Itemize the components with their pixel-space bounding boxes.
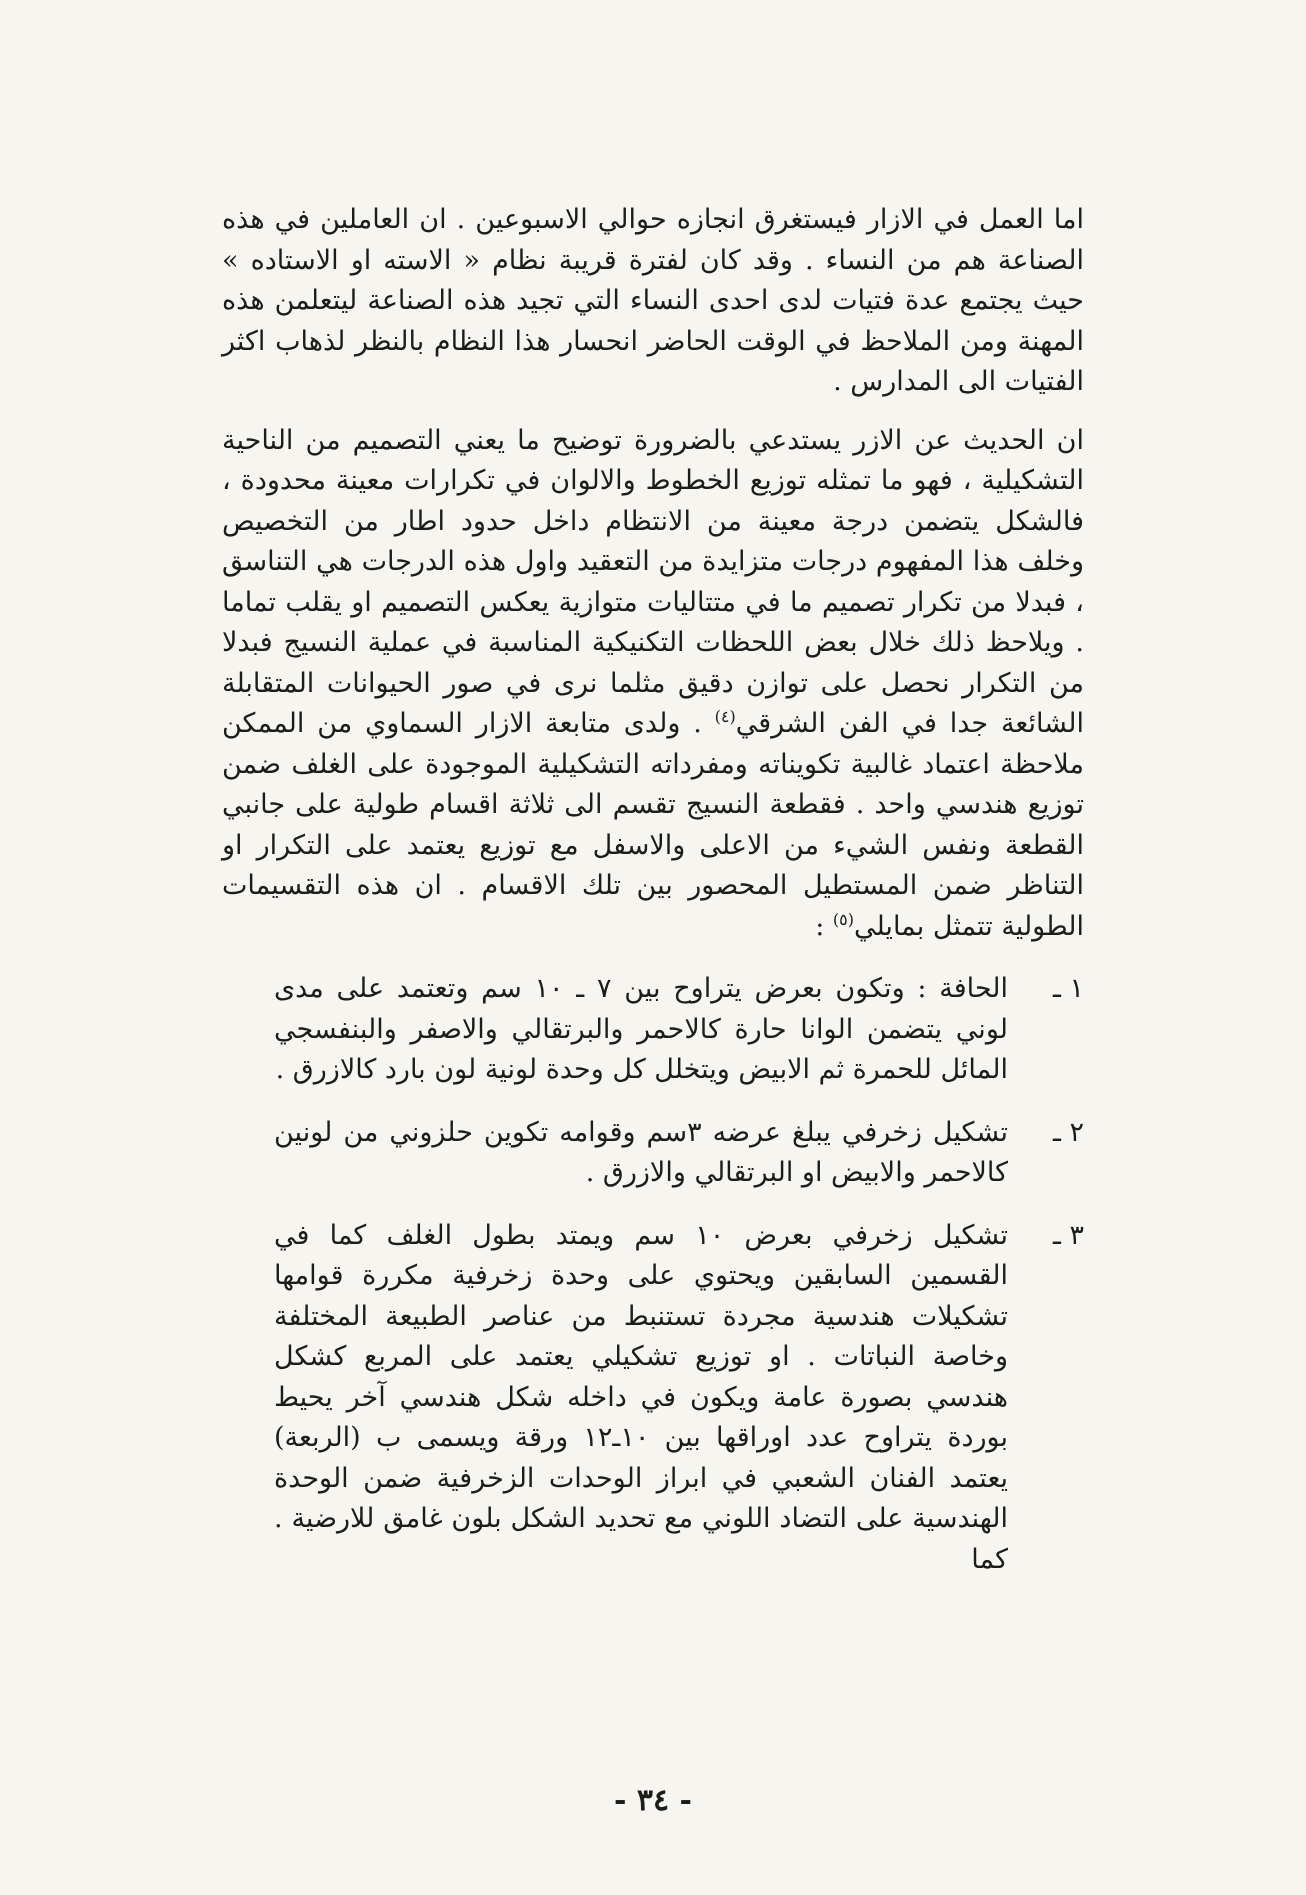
list-item	[222, 969, 1084, 1091]
list-item	[222, 1113, 1084, 1194]
list-item-number: ٣ ـ	[1052, 1219, 1084, 1251]
paragraph-2-text-b: . ولدى متابعة الازار السماوي من الممكن ملاحظة اعتماد غالبية تكويناته ومفرداته التشكيلية الموجودة على الغلف ضمن توزيع هندسي واحد . فقطعة النسيج تقسم الى ثلاثة اقسام طولية على جانبي القطعة ونفس الشيء من الاعلى والاسفل مع توزيع يعتمد على التكرار او التناظر ضمن المستطيل المحصور بين تلك الاقسام . ان هذه التقسيمات الطولية تتمثل بمايلي	[222, 708, 1084, 942]
footnote-ref-4: (٤)	[714, 707, 736, 726]
list-item-text: تشكيل زخرفي بعرض ١٠ سم ويمتد بطول الغلف كما في القسمين السابقين ويحتوي على وحدة زخرفية مكررة قوامها تشكيلات هندسية مجردة تستنبط من عناصر الطبيعة المختلفة وخاصة النباتات . او توزيع تشكيلي يعتمد على المربع كشكل هندسي بصورة عامة ويكون في داخله شكل هندسي آخر يحيط بوردة يتراوح عدد اوراقها بين ١٠ـ١٢ ورقة ويسمى ب (الربعة) يعتمد الفنان الشعبي في ابراز الوحدات الزخرفية ضمن الوحدة الهندسية على التضاد اللوني مع تحديد الشكل بلون غامق للارضية . كما	[274, 1219, 1008, 1575]
paragraph-2-text-c: :	[815, 910, 833, 942]
page-body	[222, 200, 1084, 1602]
page-number: - ٣٤ -	[613, 1783, 693, 1818]
list-item-text: الحافة : وتكون بعرض يتراوح بين ٧ ـ ١٠ سم وتعتمد على مدى لوني يتضمن الوانا حارة كالاحمر والبرتقالي والاصفر والبنفسجي المائل للحمرة ثم الابيض ويتخلل كل وحدة لونية لون بارد كالازرق .	[274, 973, 1009, 1085]
list-item	[222, 1216, 1084, 1581]
paragraph-2	[222, 421, 1084, 948]
list-item-text: تشكيل زخرفي يبلغ عرضه ٣سم وقوامه تكوين حلزوني من لونين كالاحمر والابيض او البرتقالي والازرق .	[274, 1116, 1008, 1188]
list-item-number: ٢ ـ	[1052, 1116, 1084, 1148]
footnote-ref-5: (٥)	[832, 909, 854, 929]
paragraph-1-text: اما العمل في الازار فيستغرق انجازه حوالي الاسبوعين . ان العاملين في هذه الصناعة هم من النساء . وقد كان لفترة قريبة نظام « الاسته او الاستاده » حيث يجتمع عدة فتيات لدى احدى النساء التي تجيد هذه الصناعة ليتعلمن هذه المهنة ومن الملاحظ في الوقت الحاضر انحسار هذا النظام بالنظر لذهاب اكثر الفتيات الى المدارس .	[222, 204, 1084, 397]
numbered-list	[222, 969, 1084, 1580]
paragraph-2-text-a: ان الحديث عن الازر يستدعي بالضرورة توضيح ما يعني التصميم من الناحية التشكيلية ، فهو ما تمثله توزيع الخطوط والالوان في تكرارات معينة محدودة ، فالشكل يتضمن درجة معينة من الانتظام داخل حدود اطار من التخصيص وخلف هذا المفهوم درجات متزايدة من التعقيد واول هذه الدرجات هي التناسق ، فبدلا من تكرار تصميم ما في متتاليات متوازية يعكس التصميم او يقلب تماما . ويلاحظ ذلك خلال بعض اللحظات التكنيكية المناسبة في عملية النسيج فبدلا من التكرار نحصل على توازن دقيق مثلما نرى في صور الحيوانات المتقابلة الشائعة جدا في الفن الشرقي	[222, 424, 1084, 739]
list-item-number: ١ ـ	[1052, 973, 1084, 1004]
paragraph-1	[222, 200, 1084, 403]
